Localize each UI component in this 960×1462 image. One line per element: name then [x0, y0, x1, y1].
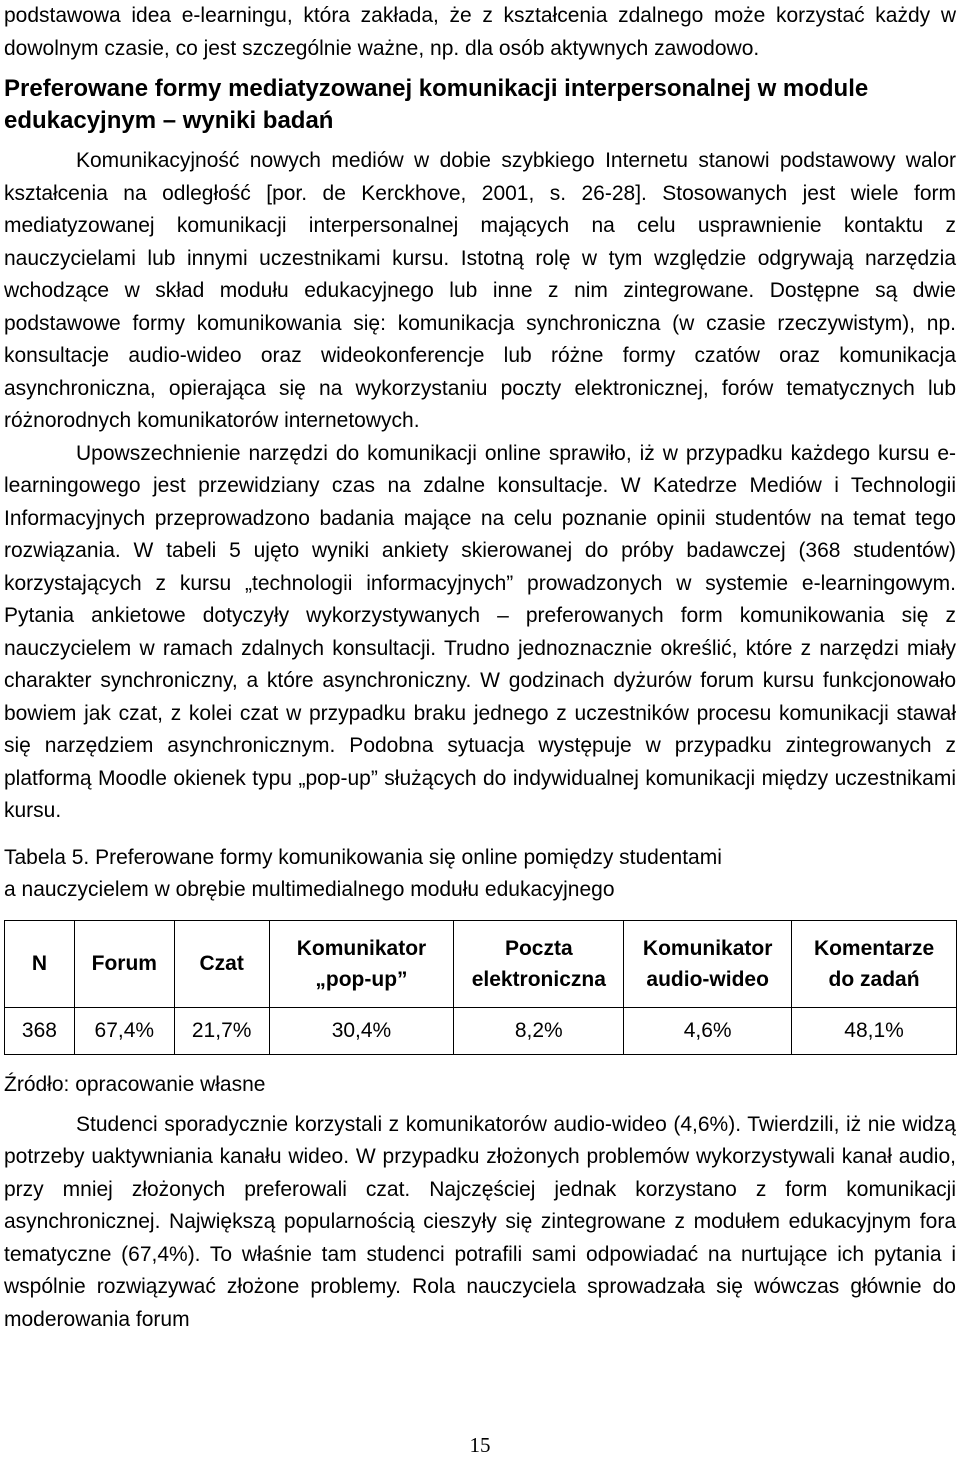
cell-pop-up: 30,4%: [269, 1007, 454, 1054]
cell-n: 368: [5, 1007, 75, 1054]
header-czat: Czat: [174, 920, 269, 1007]
header-komentarze: Komentarze do zadań: [792, 920, 957, 1007]
header-poczta-elektroniczna: Poczta elektroniczna: [454, 920, 624, 1007]
cell-komentarze: 48,1%: [792, 1007, 957, 1054]
body-paragraph-2: Upowszechnienie narzędzi do komunikacji online sprawiło, iż w przypadku każdego kursu e-learningowego jest przewidziany czas na zdalne konsultacje. W Katedrze Mediów i Technologii Informacyjnych przeprowadzono badania mające na celu poznanie opinii studentów na temat tego rozwiązania. W tabeli 5 ujęto wyniki ankiety skierowanej do próby badawczej (368 studentów) korzystających z kursu „technologii informacyjnych” prowadzonych w systemie e-learningowym. Pytania ankietowe dotyczyły wykorzystywanych – preferowanych form komunikowania się z nauczycielem w ramach zdalnych konsultacji. Trudno jednoznacznie określić, które z narzędzi miały charakter synchroniczny, a które asynchroniczny. W godzinach dyżurów forum kursu funkcjonowało bowiem jak czat, z kolei czat w przypadku braku jednego z uczestników procesu komunikacji stawał się narzędziem asynchronicznym. Podobna sytuacja występuje w przypadku zintegrowanych z platformą Moodle okienek typu „pop-up” służących do indywidualnej komunikacji między uczestnikami kursu.: [4, 441, 956, 822]
cell-poczta: 8,2%: [454, 1007, 624, 1054]
header-komunikator-pop-up: Komunikator „pop-up”: [269, 920, 454, 1007]
table-header-row: [5, 920, 957, 1007]
cell-audio-wideo: 4,6%: [624, 1007, 792, 1054]
table-caption-line-2: a nauczycielem w obrębie multimedialnego modułu edukacyjnego: [4, 877, 615, 901]
body-paragraph-3: Studenci sporadycznie korzystali z komunikatorów audio-wideo (4,6%). Twierdzili, iż nie widzą potrzeby uaktywniania kanału wideo. W przypadku złożonych problemów wykorzystywali kanał audio, przy mniej złożonych preferowali czat. Najczęściej jednak korzystano z form komunikacji asynchronicznej. Największą popularnością cieszyły się zintegrowane z modułem edukacyjnym fora tematyczne (67,4%). To właśnie tam studenci potrafili sami odpowiadać na nurtujące ich pytania i wspólnie rozwiązywać złożone problemy. Rola nauczyciela sprowadzała się wówczas głównie do moderowania forum: [4, 1112, 956, 1331]
table-caption-line-1: Tabela 5. Preferowane formy komunikowania się online pomiędzy studentami: [4, 845, 722, 869]
results-table: [4, 920, 957, 1055]
section-heading: Preferowane formy mediatyzowanej komunikacji interpersonalnej w module edukacyjnym – wyniki badań: [4, 75, 869, 134]
header-n: N: [5, 920, 75, 1007]
body-paragraph-1: Komunikacyjność nowych mediów w dobie szybkiego Internetu stanowi podstawowy walor kształcenia na odległość [por. de Kerckhove, 2001, s. 26-28]. Stosowanych jest wiele form mediatyzowanej komunikacji interpersonalnej mających na celu usprawnienie kontaktu z nauczycielami lub innymi uczestnikami kursu. Istotną rolę w tym względzie odgrywają narzędzia wchodzące w skład modułu edukacyjnego lub inne z nim zintegrowane. Dostępne są dwie podstawowe formy komunikowania się: komunikacja synchroniczna (w czasie rzeczywistym), np. konsultacje audio-wideo oraz wideokonferencje lub różne formy czatów oraz komunikacja asynchroniczna, opierająca się na wykorzystaniu poczty elektronicznej, forów tematycznych lub różnorodnych komunikatorów internetowych.: [4, 149, 956, 432]
table-row: [5, 1007, 957, 1054]
header-forum: Forum: [74, 920, 174, 1007]
page-number: 15: [469, 1433, 491, 1457]
cell-czat: 21,7%: [174, 1007, 269, 1054]
cell-forum: 67,4%: [74, 1007, 174, 1054]
header-komunikator-audio-wideo: Komunikator audio-wideo: [624, 920, 792, 1007]
table-caption: [4, 842, 956, 906]
intro-paragraph: podstawowa idea e-learningu, która zakłada, że z kształcenia zdalnego może korzystać każdy w dowolnym czasie, co jest szczególnie ważne, np. dla osób aktywnych zawodowo.: [4, 4, 956, 60]
document-page: [4, 0, 956, 1336]
table-source: Źródło: opracowanie własne: [4, 1072, 266, 1096]
